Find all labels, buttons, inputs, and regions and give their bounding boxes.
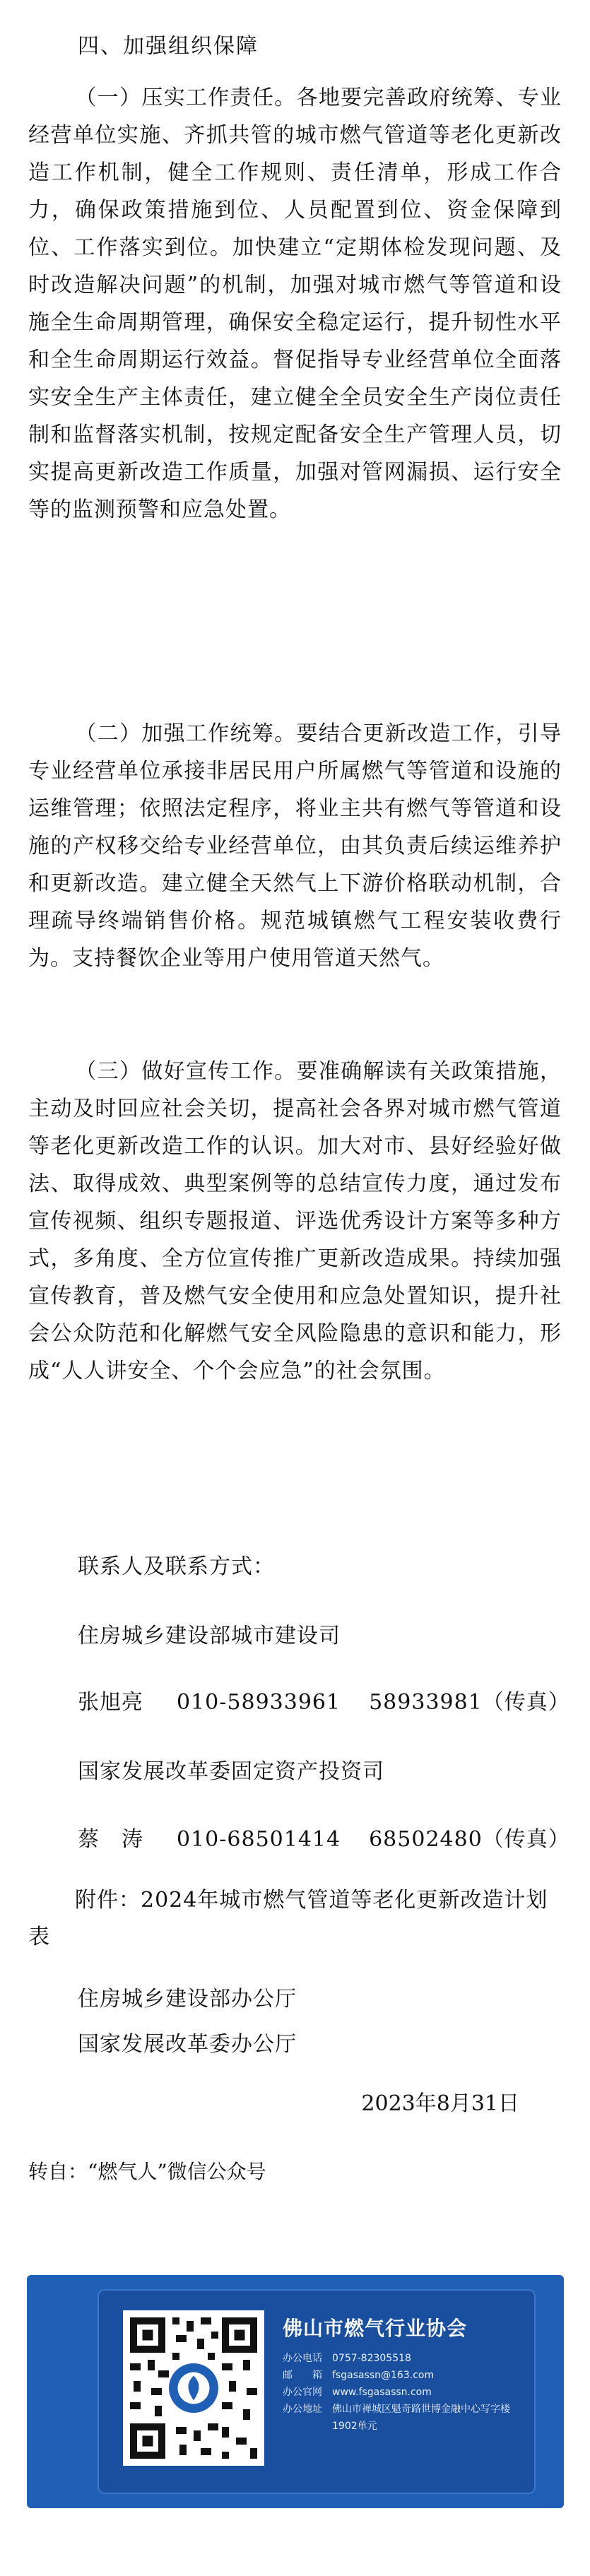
- footer-info-value: fsgasassn@163.com: [332, 2370, 435, 2381]
- contact-phone-2: 010-68501414: [177, 1827, 341, 1852]
- attachment-note: [28, 1882, 562, 1956]
- footer-card-inner: [98, 2289, 536, 2494]
- contact-fax-2: 68502480（传真）: [369, 1827, 570, 1852]
- footer-info-key: 邮 箱: [283, 2370, 322, 2381]
- repost-source: 转自：“燃气人”微信公众号: [28, 2160, 266, 2183]
- contact-heading: 联系人及联系方式：: [78, 1554, 275, 1579]
- footer-info-key: 办公地址: [283, 2404, 322, 2415]
- footer-info-row: [283, 2384, 523, 2401]
- footer-info-value: 0757-82305518: [332, 2353, 411, 2364]
- contact-name-2: 蔡 涛: [78, 1827, 143, 1852]
- qr-code-icon: [123, 2310, 264, 2466]
- footer-org-name: 佛山市燃气行业协会: [283, 2317, 468, 2340]
- footer-info-key: 办公官网: [283, 2387, 322, 2398]
- attachment-text: 附件：2024年城市燃气管道等老化更新改造计划表: [28, 1888, 548, 1949]
- issuer-1: 住房城乡建设部办公厅: [78, 1987, 297, 2011]
- paragraph-2-text: （二）加强工作统筹。要结合更新改造工作，引导专业经营单位承接非居民用户所属燃气等管道和设施的运维管理；依照法定程序，将业主共有燃气等管道和设施的产权移交给专业经营单位，由其负责后续运维养护和更新改造。建立健全天然气上下游价格联动机制，合理疏导终端销售价格。规范城镇燃气工程安装收费行为。支持餐饮企业等用户使用管道天然气。: [28, 721, 562, 971]
- paragraph-3: [28, 1053, 562, 1390]
- footer-info-value: www.fsgasassn.com: [332, 2387, 432, 2398]
- contact-dept-2: 国家发展改革委固定资产投资司: [78, 1759, 384, 1784]
- footer-info-row: [283, 2367, 523, 2384]
- contact-dept-1: 住房城乡建设部城市建设司: [78, 1624, 341, 1648]
- paragraph-2: [28, 715, 562, 977]
- section-title: 四、加强组织保障: [78, 34, 259, 59]
- issuer-2: 国家发展改革委办公厅: [78, 2032, 297, 2057]
- footer-info-row: [283, 2350, 523, 2367]
- contact-fax-1: 58933981（传真）: [369, 1690, 570, 1715]
- contact-phone-1: 010-58933961: [177, 1690, 341, 1715]
- issue-date: 2023年8月31日: [361, 2091, 519, 2116]
- footer-info-value: 佛山市禅城区魁奇路世博金融中心写字楼1902单元: [332, 2404, 510, 2432]
- footer-info: [283, 2350, 523, 2435]
- footer-info-row: [283, 2401, 523, 2435]
- contact-row-1: [78, 1684, 570, 1715]
- contact-name-1: 张旭亮: [78, 1690, 143, 1715]
- footer-card: [27, 2275, 564, 2508]
- footer-info-key: 办公电话: [283, 2353, 322, 2364]
- contact-row-2: [78, 1821, 570, 1853]
- paragraph-1-text: （一）压实工作责任。各地要完善政府统筹、专业经营单位实施、齐抓共管的城市燃气管道等老化更新改造工作机制，健全工作规则、责任清单，形成工作合力，确保政策措施到位、人员配置到位、资金保障到位、工作落实到位。加快建立“定期体检发现问题、及时改造解决问题”的机制，加强对城市燃气等管道和设施全生命周期管理，确保安全稳定运行，提升韧性水平和全生命周期运行效益。督促指导专业经营单位全面落实安全生产主体责任，建立健全全员安全生产岗位责任制和监督落实机制，按规定配备安全生产管理人员，切实提高更新改造工作质量，加强对管网漏损、运行安全等的监测预警和应急处置。: [28, 85, 562, 522]
- paragraph-1: [28, 79, 562, 528]
- paragraph-3-text: （三）做好宣传工作。要准确解读有关政策措施，主动及时回应社会关切，提高社会各界对城市燃气管道等老化更新改造工作的认识。加大对市、县好经验好做法、取得成效、典型案例等的总结宣传力度，通过发布宣传视频、组织专题报道、评选优秀设计方案等多种方式，多角度、全方位宣传推广更新改造成果。持续加强宣传教育，普及燃气安全使用和应急处置知识，提升社会公众防范和化解燃气安全风险隐患的意识和能力，形成“人人讲安全、个个会应急”的社会氛围。: [28, 1059, 562, 1383]
